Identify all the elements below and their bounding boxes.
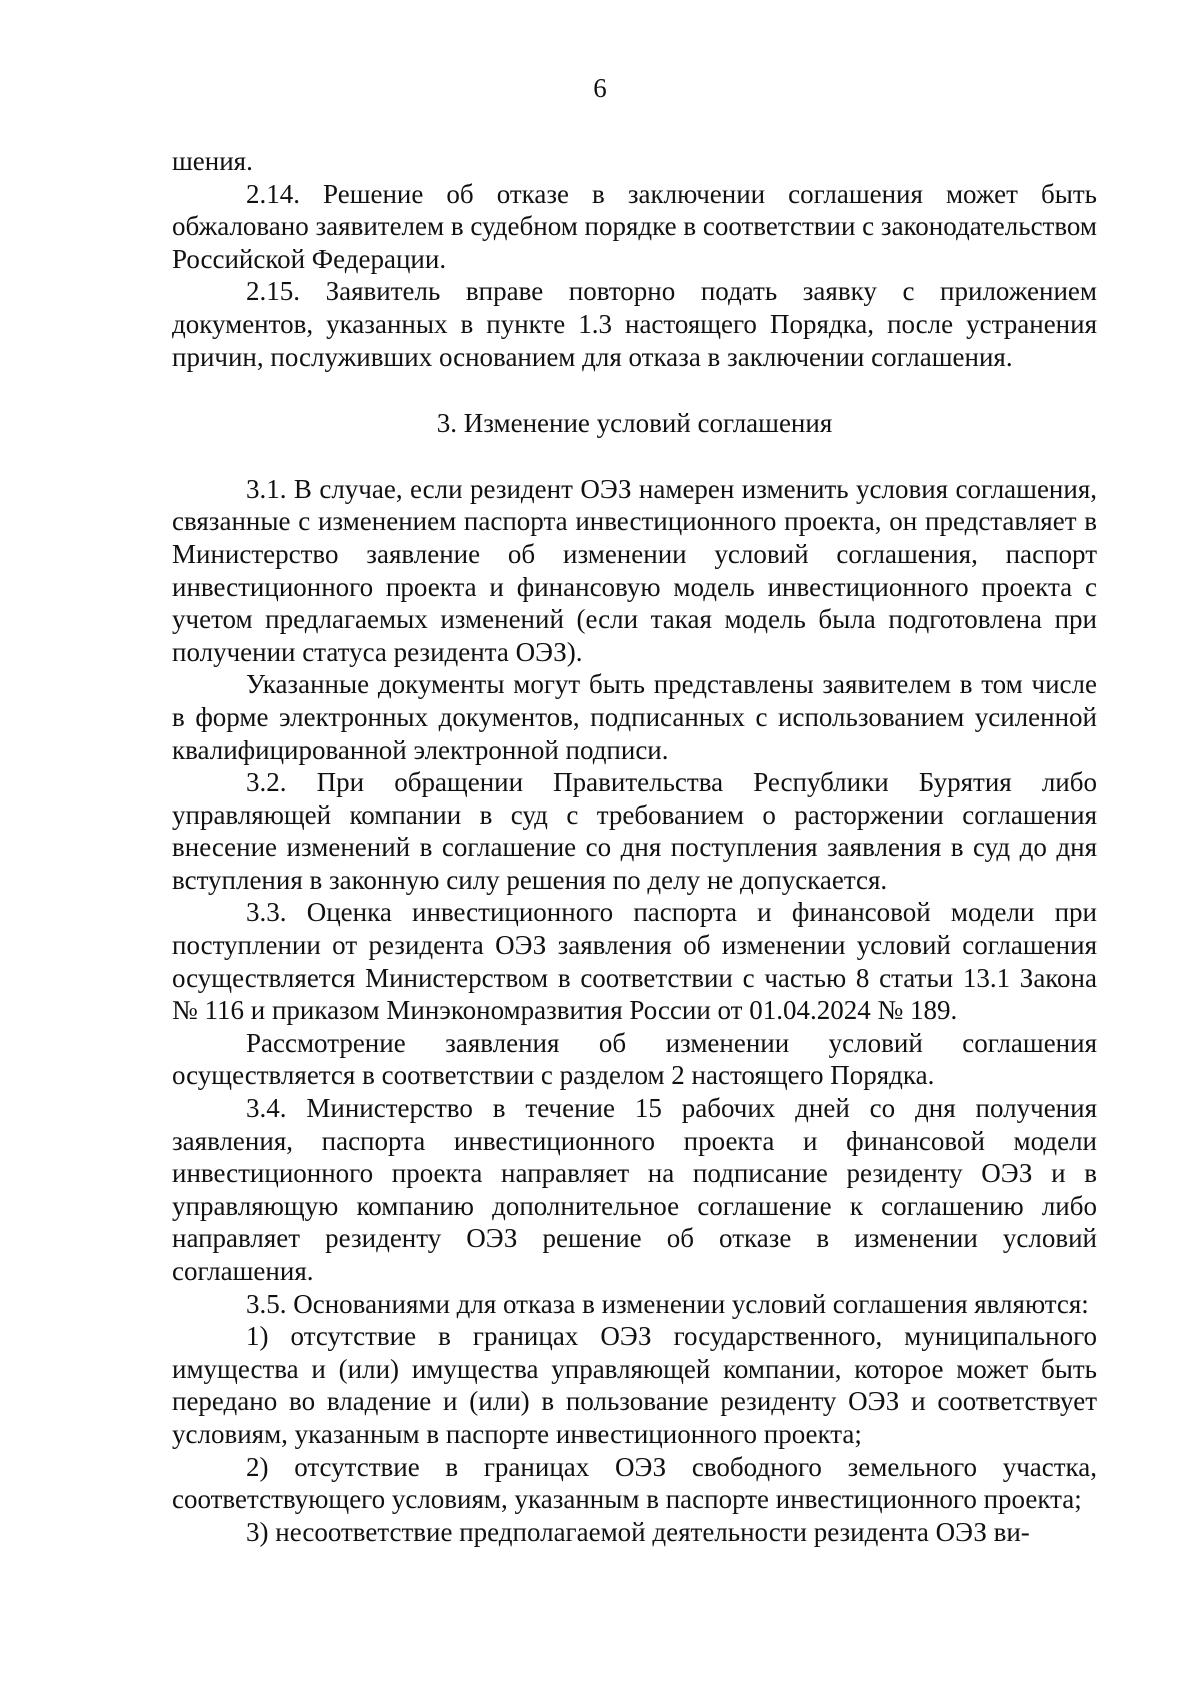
paragraph-3-3-review: Рассмотрение заявления об изменении условий соглашения осуществляется в соответствии с разделом 2 настоящего Порядка. <box>172 1027 1097 1091</box>
list-item-1: 1) отсутствие в границах ОЭЗ государственного, муниципального имущества и (или) имущества управляющей компании, которое может быть передано во владение и (или) в пользование резиденту ОЭЗ и соответствует условиям, указанным в паспорте инвестиционного проекта; <box>172 1321 1097 1449</box>
paragraph-continuation: шения. <box>172 146 253 176</box>
section-heading: 3. Изменение условий соглашения <box>436 408 833 439</box>
list-item-2: 2) отсутствие в границах ОЭЗ свободного земельного участка, соответствующего условиям, указанным в паспорте инвестиционного проекта; <box>172 1451 1097 1515</box>
paragraph-3-1-documents: Указанные документы могут быть представлены заявителем в том числе в форме электронных документов, подписанных с использованием усиленной квалифицированной электронной подписи. <box>172 669 1097 765</box>
paragraph-3-2: 3.2. При обращении Правительства Республики Бурятия либо управляющей компании в суд с требованием о расторжении соглашения внесение изменений в соглашение со дня поступления заявления в суд до дня вступления в законную силу решения по делу не допускается. <box>172 767 1097 895</box>
document-body <box>172 145 1097 1548</box>
paragraph-3-3: 3.3. Оценка инвестиционного паспорта и финансовой модели при поступлении от резидента ОЭЗ заявления об изменении условий соглашения осуществляется Министерством в соответствии с частью 8 статьи 13.1 Закона № 116 и приказом Минэкономразвития России от 01.04.2024 № 189. <box>172 897 1097 1026</box>
page-number: 6 <box>593 73 607 103</box>
paragraph-3-4: 3.4. Министерство в течение 15 рабочих дней со дня получения заявления, паспорта инвестиционного проекта и финансовой модели инвестиционного проекта направляет на подписание резиденту ОЭЗ и в управляющую компанию дополнительное соглашение к соглашению либо направляет резиденту ОЭЗ решение об отказе в изменении условий соглашения. <box>172 1093 1097 1286</box>
paragraph-3-1: 3.1. В случае, если резидент ОЭЗ намерен изменить условия соглашения, связанные с изменением паспорта инвестиционного проекта, он представляет в Министерство заявление об изменении условий соглашения, паспорт инвестиционного проекта и финансовую модель инвестиционного проекта с учетом предлагаемых изменений (если такая модель была подготовлена при получении статуса резидента ОЭЗ). <box>172 473 1097 667</box>
paragraph-2-15: 2.15. Заявитель вправе повторно подать заявку с приложением документов, указанных в пункте 1.3 настоящего Порядка, после устранения причин, послуживших основанием для отказа в заключении соглашения. <box>172 276 1097 372</box>
list-item-3: 3) несоответствие предполагаемой деятельности резидента ОЭЗ ви- <box>246 1516 1030 1547</box>
paragraph-2-14: 2.14. Решение об отказе в заключении соглашения может быть обжаловано заявителем в судебном порядке в соответствии с законодательством Российской Федерации. <box>172 178 1097 274</box>
paragraph-3-5: 3.5. Основаниями для отказа в изменении условий соглашения являются: <box>246 1288 1089 1319</box>
